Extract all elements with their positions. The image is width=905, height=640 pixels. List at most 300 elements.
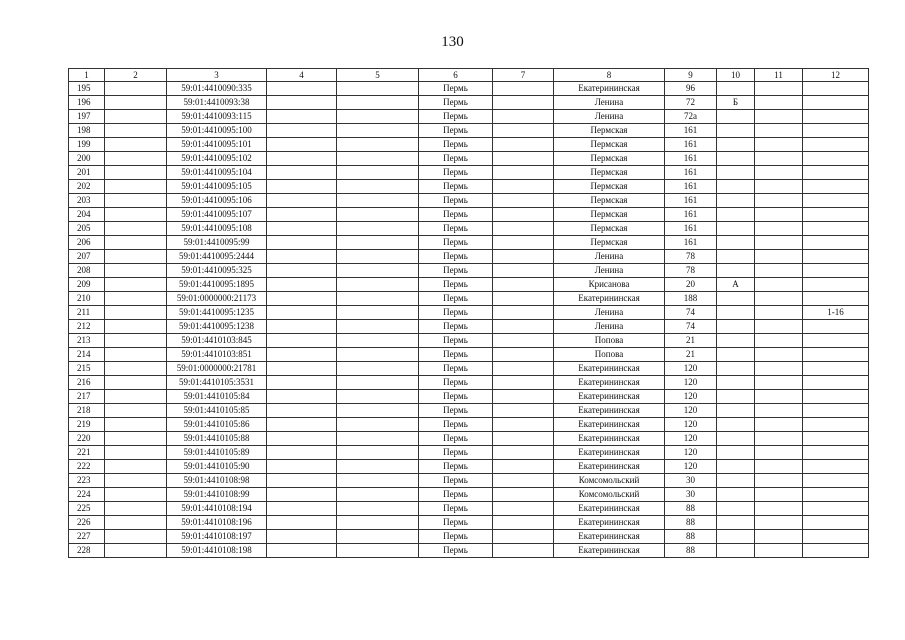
- column-header: 12: [803, 69, 869, 82]
- table-cell: Пермь: [419, 222, 493, 236]
- table-cell: [755, 530, 803, 544]
- table-cell: [717, 250, 755, 264]
- table-cell: Екатерининская: [554, 460, 665, 474]
- table-cell: 88: [665, 530, 717, 544]
- table-cell: 59:01:4410095:1235: [167, 306, 267, 320]
- table-cell: [717, 390, 755, 404]
- table-cell: [755, 348, 803, 362]
- table-cell: [755, 208, 803, 222]
- table-cell: А: [717, 278, 755, 292]
- table-cell: 224: [69, 488, 105, 502]
- table-cell: 59:01:4410108:194: [167, 502, 267, 516]
- table-cell: [755, 222, 803, 236]
- table-cell: Пермская: [554, 138, 665, 152]
- table-cell: 72а: [665, 110, 717, 124]
- table-cell: [803, 362, 869, 376]
- table-row: [69, 348, 869, 362]
- table-row: [69, 166, 869, 180]
- table-cell: [493, 432, 554, 446]
- table-cell: 59:01:4410108:198: [167, 544, 267, 558]
- table-cell: [717, 404, 755, 418]
- table-cell: Пермь: [419, 446, 493, 460]
- table-cell: [717, 516, 755, 530]
- table-cell: [493, 292, 554, 306]
- table-cell: 21: [665, 334, 717, 348]
- table-cell: [105, 124, 167, 138]
- table-cell: 59:01:4410095:1238: [167, 320, 267, 334]
- table-cell: [803, 334, 869, 348]
- table-cell: [493, 460, 554, 474]
- table-cell: [803, 138, 869, 152]
- table-cell: [337, 516, 419, 530]
- table-cell: [337, 82, 419, 96]
- table-cell: 59:01:4410093:38: [167, 96, 267, 110]
- column-header: 2: [105, 69, 167, 82]
- table-cell: [755, 124, 803, 138]
- table-cell: [755, 292, 803, 306]
- table-cell: 59:01:4410095:107: [167, 208, 267, 222]
- table-cell: [105, 362, 167, 376]
- table-cell: 209: [69, 278, 105, 292]
- table-row: [69, 432, 869, 446]
- table-cell: [267, 404, 337, 418]
- table-cell: [493, 418, 554, 432]
- table-cell: [717, 292, 755, 306]
- table-cell: [717, 418, 755, 432]
- table-cell: [803, 166, 869, 180]
- table-cell: Екатерининская: [554, 432, 665, 446]
- table-cell: [337, 292, 419, 306]
- table-cell: [493, 194, 554, 208]
- table-row: [69, 138, 869, 152]
- table-cell: 188: [665, 292, 717, 306]
- table-cell: Пермь: [419, 404, 493, 418]
- table-cell: [105, 82, 167, 96]
- table-cell: 78: [665, 250, 717, 264]
- table-cell: [717, 544, 755, 558]
- table-cell: 223: [69, 474, 105, 488]
- table-cell: [755, 376, 803, 390]
- table-cell: Пермь: [419, 460, 493, 474]
- table-cell: Пермь: [419, 502, 493, 516]
- table-cell: 59:01:4410095:102: [167, 152, 267, 166]
- table-cell: [755, 278, 803, 292]
- column-header: 3: [167, 69, 267, 82]
- table-cell: [717, 488, 755, 502]
- table-cell: [105, 110, 167, 124]
- table-cell: [493, 474, 554, 488]
- table-cell: Пермская: [554, 180, 665, 194]
- table-cell: [267, 278, 337, 292]
- table-cell: 161: [665, 152, 717, 166]
- table-cell: [337, 306, 419, 320]
- table-cell: 30: [665, 488, 717, 502]
- table-cell: 161: [665, 124, 717, 138]
- table-cell: 211: [69, 306, 105, 320]
- table-cell: [267, 306, 337, 320]
- table-cell: [493, 348, 554, 362]
- table-cell: [755, 264, 803, 278]
- table-cell: Пермь: [419, 124, 493, 138]
- table-cell: [803, 516, 869, 530]
- table-cell: [717, 152, 755, 166]
- table-cell: [267, 544, 337, 558]
- table-cell: [493, 516, 554, 530]
- table-cell: 228: [69, 544, 105, 558]
- table-cell: [717, 362, 755, 376]
- table-cell: [105, 306, 167, 320]
- table-cell: [717, 460, 755, 474]
- table-cell: 59:01:4410108:197: [167, 530, 267, 544]
- table-cell: 222: [69, 460, 105, 474]
- table-cell: Пермь: [419, 306, 493, 320]
- table-cell: [493, 250, 554, 264]
- table-row: [69, 404, 869, 418]
- table-cell: [493, 96, 554, 110]
- table-cell: [105, 446, 167, 460]
- table-cell: Пермь: [419, 264, 493, 278]
- table-cell: Пермь: [419, 530, 493, 544]
- table-cell: [105, 530, 167, 544]
- table-cell: [717, 348, 755, 362]
- table-cell: Ленина: [554, 320, 665, 334]
- table-cell: [493, 278, 554, 292]
- table-cell: 201: [69, 166, 105, 180]
- table-cell: Пермская: [554, 222, 665, 236]
- table-cell: [803, 96, 869, 110]
- table-cell: [493, 390, 554, 404]
- table-cell: Пермь: [419, 418, 493, 432]
- table-cell: [717, 334, 755, 348]
- table-cell: 198: [69, 124, 105, 138]
- table-cell: 161: [665, 180, 717, 194]
- table-cell: [803, 376, 869, 390]
- table-cell: [337, 544, 419, 558]
- table-cell: [803, 460, 869, 474]
- table-cell: [493, 222, 554, 236]
- table-cell: 161: [665, 236, 717, 250]
- table-cell: 59:01:4410095:2444: [167, 250, 267, 264]
- table-cell: [337, 348, 419, 362]
- table-cell: [755, 334, 803, 348]
- table-cell: [717, 194, 755, 208]
- table-cell: [755, 110, 803, 124]
- table-cell: [755, 474, 803, 488]
- table-row: [69, 152, 869, 166]
- table-cell: 20: [665, 278, 717, 292]
- table-cell: [337, 446, 419, 460]
- table-cell: [717, 82, 755, 96]
- table-cell: 161: [665, 208, 717, 222]
- table-cell: [337, 180, 419, 194]
- table-cell: [337, 264, 419, 278]
- table-cell: Пермь: [419, 278, 493, 292]
- table-cell: [755, 152, 803, 166]
- table-cell: 59:01:4410095:106: [167, 194, 267, 208]
- table-cell: [717, 110, 755, 124]
- table-cell: 59:01:4410095:101: [167, 138, 267, 152]
- table-cell: [803, 82, 869, 96]
- table-cell: [717, 502, 755, 516]
- column-header: 1: [69, 69, 105, 82]
- table-cell: [755, 180, 803, 194]
- table-cell: [755, 138, 803, 152]
- table-row: [69, 236, 869, 250]
- table-cell: Пермь: [419, 432, 493, 446]
- table-cell: 120: [665, 432, 717, 446]
- table-cell: [755, 516, 803, 530]
- table-cell: [717, 208, 755, 222]
- table-cell: 216: [69, 376, 105, 390]
- table-cell: Пермь: [419, 376, 493, 390]
- table-cell: [105, 334, 167, 348]
- table-cell: 120: [665, 460, 717, 474]
- table-cell: [755, 432, 803, 446]
- table-cell: [337, 488, 419, 502]
- table-cell: [267, 334, 337, 348]
- table-cell: Комсомольский: [554, 488, 665, 502]
- table-cell: [803, 250, 869, 264]
- table-cell: [105, 194, 167, 208]
- table-cell: [493, 124, 554, 138]
- table-row: [69, 180, 869, 194]
- table-cell: [717, 432, 755, 446]
- table-cell: Попова: [554, 348, 665, 362]
- table-cell: [755, 166, 803, 180]
- table-cell: 21: [665, 348, 717, 362]
- table-cell: [337, 334, 419, 348]
- table-cell: Пермь: [419, 544, 493, 558]
- table-cell: 96: [665, 82, 717, 96]
- table-cell: 161: [665, 194, 717, 208]
- table-cell: [105, 376, 167, 390]
- table-cell: [755, 96, 803, 110]
- table-cell: [337, 236, 419, 250]
- table-cell: 30: [665, 474, 717, 488]
- table-cell: 212: [69, 320, 105, 334]
- table-cell: [267, 138, 337, 152]
- table-cell: [267, 530, 337, 544]
- table-cell: [105, 502, 167, 516]
- table-cell: [337, 418, 419, 432]
- table-cell: 197: [69, 110, 105, 124]
- table-cell: 120: [665, 390, 717, 404]
- table-cell: [267, 432, 337, 446]
- table-cell: [337, 376, 419, 390]
- table-cell: 59:01:4410095:99: [167, 236, 267, 250]
- table-cell: 220: [69, 432, 105, 446]
- table-cell: [267, 236, 337, 250]
- table-cell: Пермь: [419, 334, 493, 348]
- table-cell: Пермская: [554, 124, 665, 138]
- table-cell: [493, 488, 554, 502]
- table-cell: [755, 418, 803, 432]
- table-cell: [267, 264, 337, 278]
- table-cell: [267, 488, 337, 502]
- table-cell: [105, 152, 167, 166]
- column-header: 4: [267, 69, 337, 82]
- table-cell: [755, 488, 803, 502]
- table-cell: 161: [665, 166, 717, 180]
- table-body: [69, 82, 869, 558]
- table-cell: 59:01:4410095:1895: [167, 278, 267, 292]
- table-cell: 59:01:4410095:104: [167, 166, 267, 180]
- table-cell: 59:01:4410095:105: [167, 180, 267, 194]
- table-cell: [105, 292, 167, 306]
- table-cell: [105, 278, 167, 292]
- table-cell: 59:01:4410103:845: [167, 334, 267, 348]
- table-cell: Б: [717, 96, 755, 110]
- table-cell: 218: [69, 404, 105, 418]
- table-cell: [803, 278, 869, 292]
- table-cell: [493, 82, 554, 96]
- table-cell: [493, 208, 554, 222]
- table-cell: [267, 474, 337, 488]
- table-cell: Пермь: [419, 138, 493, 152]
- table-cell: [717, 474, 755, 488]
- table-cell: [337, 110, 419, 124]
- table-cell: [267, 320, 337, 334]
- table-cell: [803, 236, 869, 250]
- table-cell: [337, 502, 419, 516]
- table-cell: 59:01:4410105:85: [167, 404, 267, 418]
- table-cell: [337, 96, 419, 110]
- table-cell: [803, 390, 869, 404]
- table-cell: 59:01:4410105:89: [167, 446, 267, 460]
- table-cell: [337, 530, 419, 544]
- table-cell: Пермь: [419, 474, 493, 488]
- table-cell: Екатерининская: [554, 82, 665, 96]
- table-cell: [337, 208, 419, 222]
- table-cell: 59:01:4410093:115: [167, 110, 267, 124]
- table-cell: Ленина: [554, 306, 665, 320]
- table-cell: 59:01:4410090:335: [167, 82, 267, 96]
- table-cell: 88: [665, 544, 717, 558]
- table-cell: Пермь: [419, 488, 493, 502]
- header-row: [69, 69, 869, 82]
- table-row: [69, 222, 869, 236]
- table-cell: [803, 222, 869, 236]
- table-cell: 219: [69, 418, 105, 432]
- table-cell: 88: [665, 502, 717, 516]
- table-cell: 59:01:4410105:90: [167, 460, 267, 474]
- table-cell: [717, 222, 755, 236]
- table-cell: [105, 348, 167, 362]
- table-cell: Екатерининская: [554, 376, 665, 390]
- table-cell: 59:01:4410105:86: [167, 418, 267, 432]
- table-row: [69, 502, 869, 516]
- table-cell: [803, 292, 869, 306]
- table-cell: 59:01:4410108:99: [167, 488, 267, 502]
- table-cell: [493, 236, 554, 250]
- table-cell: Пермская: [554, 152, 665, 166]
- table-cell: [105, 320, 167, 334]
- table-cell: Екатерининская: [554, 418, 665, 432]
- table-row: [69, 446, 869, 460]
- table-cell: [105, 390, 167, 404]
- table-cell: [105, 460, 167, 474]
- table-cell: [803, 208, 869, 222]
- table-cell: [755, 502, 803, 516]
- table-row: [69, 530, 869, 544]
- table-cell: [717, 530, 755, 544]
- table-cell: Екатерининская: [554, 516, 665, 530]
- table-cell: [803, 320, 869, 334]
- table-cell: [267, 418, 337, 432]
- table-cell: [337, 460, 419, 474]
- table-cell: [493, 334, 554, 348]
- column-header: 6: [419, 69, 493, 82]
- table-cell: [267, 362, 337, 376]
- table-cell: [803, 488, 869, 502]
- table-cell: [105, 404, 167, 418]
- table-cell: [267, 194, 337, 208]
- table-cell: Пермь: [419, 194, 493, 208]
- table-cell: [493, 138, 554, 152]
- table-cell: Пермская: [554, 208, 665, 222]
- table-cell: [493, 152, 554, 166]
- table-row: [69, 110, 869, 124]
- table-cell: [337, 362, 419, 376]
- table-row: [69, 376, 869, 390]
- table-cell: [337, 250, 419, 264]
- table-cell: [337, 222, 419, 236]
- table-cell: [493, 362, 554, 376]
- table-cell: Пермская: [554, 166, 665, 180]
- table-cell: Пермская: [554, 194, 665, 208]
- table-row: [69, 460, 869, 474]
- table-cell: 59:01:4410105:84: [167, 390, 267, 404]
- table-cell: [267, 180, 337, 194]
- table-cell: [105, 488, 167, 502]
- table-cell: [803, 446, 869, 460]
- table-cell: [267, 166, 337, 180]
- table-cell: Пермь: [419, 82, 493, 96]
- table-row: [69, 474, 869, 488]
- table-cell: 59:01:0000000:21781: [167, 362, 267, 376]
- table-cell: [717, 446, 755, 460]
- table-cell: [717, 138, 755, 152]
- table-row: [69, 82, 869, 96]
- table-cell: 59:01:4410095:100: [167, 124, 267, 138]
- table-cell: [337, 390, 419, 404]
- table-cell: Екатерининская: [554, 362, 665, 376]
- table-cell: [267, 152, 337, 166]
- table-cell: [803, 432, 869, 446]
- table-cell: [717, 166, 755, 180]
- table-cell: [337, 320, 419, 334]
- table-row: [69, 278, 869, 292]
- table-cell: [267, 208, 337, 222]
- table-cell: [803, 348, 869, 362]
- table-cell: [755, 320, 803, 334]
- table-cell: [267, 348, 337, 362]
- table-cell: 225: [69, 502, 105, 516]
- table-cell: [337, 474, 419, 488]
- table-cell: [105, 544, 167, 558]
- table-cell: [717, 306, 755, 320]
- table-cell: [493, 110, 554, 124]
- table-cell: Ленина: [554, 110, 665, 124]
- table-cell: 74: [665, 320, 717, 334]
- table-cell: 195: [69, 82, 105, 96]
- table-cell: 59:01:4410103:851: [167, 348, 267, 362]
- table-cell: Пермь: [419, 96, 493, 110]
- table-cell: [755, 390, 803, 404]
- table-cell: Ленина: [554, 250, 665, 264]
- table-cell: [105, 222, 167, 236]
- table-cell: 161: [665, 138, 717, 152]
